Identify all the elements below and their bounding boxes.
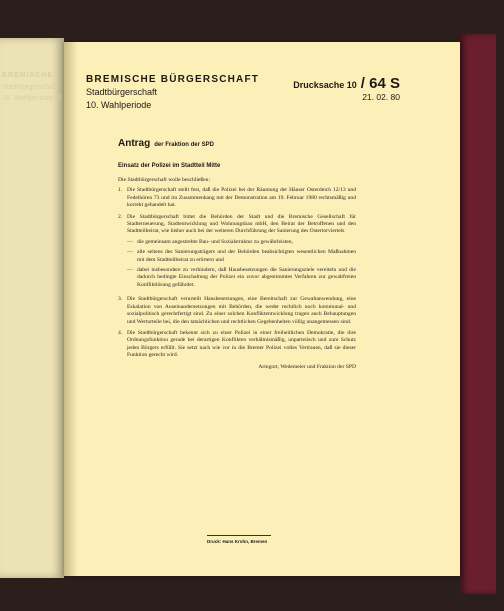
spine-shadow [64,42,78,576]
item-content [127,214,356,293]
item-text: Die Stadtbürgerschaft verurteilt Hausbesetzungen, eine Bereitschaft zur Gewaltanwendung, eine Eskalation von Auseinandersetzungen mit Behörden, die weder rechtlich noch kommunal- und sozialpolitisch gerechtfertigt sind. Zu einer solchen Konfliktentwicklung tragen auch Behauptungen und Werturteile bei, die den tatsächlichen und rechtlichen Gegebenheiten völlig unangemessen sind. [127,296,356,325]
ghost-line: BREMISCHE [2,72,54,79]
document-date: 21. 02. 80 [362,92,400,102]
sub-item-text: die gemeinsam angestrebte Bau- und Sozialstruktur zu gewährleisten, [137,238,293,245]
motion-signatories: Armgort, Wedemeier und Fraktion der SPD [258,363,356,370]
item-text: Die Stadtbürgerschaft bittet die Behörden der Stadt und die Bremische Gesellschaft für Stadterneuerung, Stadtentwicklung und Wohnungsbau mbH, den Beirat der Betroffenen und den Stadtteilbeirat, wie bisher auch bei der weiteren Durchführung der Sanierung des Ostertorviertels [127,213,356,235]
printer-imprint: Druck: Hans Krohn, Bremen [207,539,268,544]
motion-item [118,296,356,326]
sub-item-dash: — [127,238,133,245]
item-number: 2. [118,213,123,220]
sub-item [127,239,356,246]
ghost-line: Stadtbürgerschaft [2,84,58,91]
item-text: Die Stadtbürgerschaft bekennt sich zu einer Polizei in einer freiheitlichen Demokratie, die ihre Ordnungsfunktion gerade bei derartigen Konflikten verhältnismäßig, unparteiisch und zum Schutz jeden Bürgers erfüllt. Sie setzt nach wie vor in die Bremer Polizei volles Vertrauen, daß sie dieser Funktion gerecht wird. [127,329,356,359]
motion-heading [118,138,214,149]
item-number: 1. [118,187,123,194]
drucksache-label: Drucksache 10 [293,80,357,90]
footer-divider [207,535,271,536]
sub-item-dash: — [127,267,133,274]
motion-body [118,177,356,371]
chamber-name: Stadtbürgerschaft [86,87,158,97]
motion-item [118,214,356,293]
drucksache-number [293,75,400,92]
binder-cover-edge [460,34,496,594]
sub-item-text: alle seitens des Sanierungsträgers und der Behörden beabsichtigten wesentlichen Maßnahmen mit dem Stadtteilbeirat zu erörtern und [137,249,356,263]
item-number: 3. [118,296,123,303]
binder-left-page [0,38,64,578]
sub-item-dash: — [127,249,133,256]
parliament-title: BREMISCHE BÜRGERSCHAFT [86,74,260,85]
drucksache-id: / 64 S [360,75,400,92]
legislative-period: 10. Wahlperiode [86,100,152,110]
motion-subject: Einsatz der Polizei im Stadtteil Mitte [118,163,221,169]
ghost-line: 10. Wahlperiode 10 [2,95,63,102]
motion-author: der Fraktion der SPD [154,142,214,148]
motion-title: Antrag [118,138,151,149]
motion-item [118,330,356,360]
sub-item-text: dabei insbesondere zu verhindern, daß Hausbesetzungen die Sanierungsziele vereiteln und die dadurch bedingte Einschaltung der Polizei ein zuvor abgestimmtes Verfahren zur gewaltfreien Konfliktlösung gefährdet. [137,267,356,288]
sub-item [127,267,356,289]
item-number: 4. [118,329,123,336]
document-page [64,42,460,576]
motion-intro: Die Stadtbürgerschaft wolle beschließen: [118,177,211,183]
item-text: Die Stadtbürgerschaft stellt fest, daß die Polizei bei der Räumung der Häuser Osterdeich 12/13 und Fedelhören 73 und im Zusammenhang mit der Demonstration am 19. Februar 1980 rechtsmäßig und korrekt gehandelt hat. [127,187,356,209]
sub-item [127,249,356,264]
motion-item [118,187,356,209]
